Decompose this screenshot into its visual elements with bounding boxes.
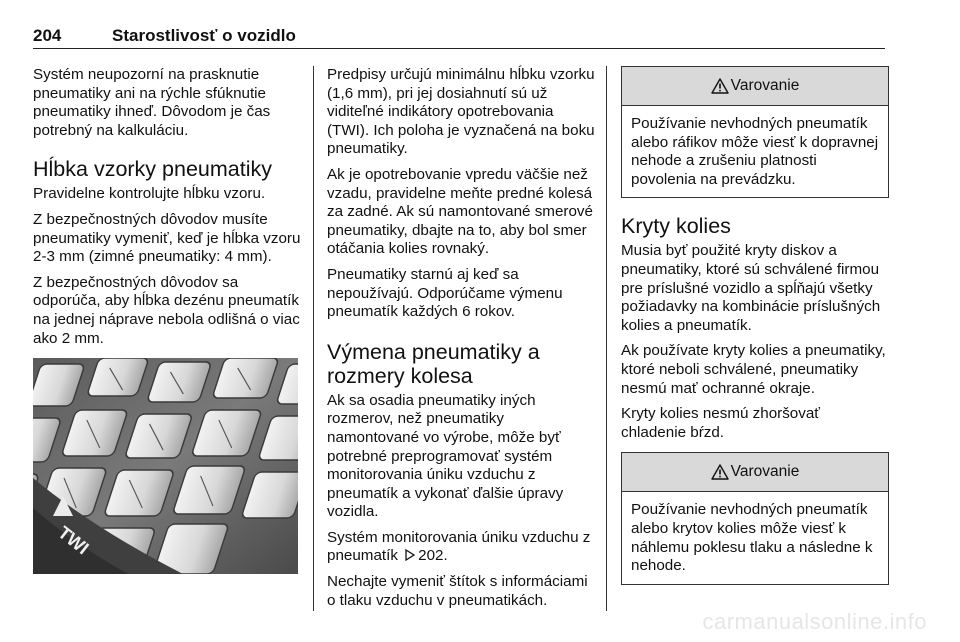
- page-number: 204: [33, 26, 62, 45]
- paragraph: Z bezpečnostných dôvodov musíte pneumatiky vymeniť, keď je hĺbka vzoru 2-3 mm (zimné pneumatiky: 4 mm).: [33, 210, 301, 266]
- warning-box: [621, 452, 889, 584]
- tire-tread-illustration: [33, 358, 298, 574]
- page-reference-link[interactable]: 202.: [418, 547, 448, 565]
- warning-header: [622, 67, 888, 106]
- paragraph: Z bezpečnostných dôvodov sa odporúča, aby hĺbka dezénu pneumatík na jednej náprave nebola odlišná o viac ako 2 mm.: [33, 273, 300, 347]
- column-divider: [313, 66, 314, 611]
- paragraph: Predpisy určujú minimálnu hĺbku vzorku (1,6 mm), pri jej dosiahnutí sú už viditeľné indikátory opotrebovania (TWI). Ich poloha je vyznačená na boku pneumatiky.: [327, 66, 595, 158]
- paragraph: Musia byť použité kryty diskov a pneumatiky, ktoré sú schválené firmou pre príslušné vozidlo a spĺňajú všetky požiadavky na kombinácie príslušných kolies a pneumatík.: [621, 242, 881, 334]
- paragraph: [327, 529, 597, 566]
- tire-tread-drawing: [33, 358, 298, 574]
- paragraph: Pneumatiky starnú aj keď sa nepoužívajú. Odporúčame výmenu pneumatík každých 6 rokov.: [327, 265, 563, 321]
- warning-title: Varovanie: [730, 463, 800, 481]
- warning-text: Používanie nevhodných pneumatík alebo ráfikov môže viesť k dopravnej nehode a zrušeniu platnosti povolenia na prevádzku.: [631, 115, 879, 188]
- paragraph: Nechajte vymeniť štítok s informáciami o tlaku vzduchu v pneumatikách.: [327, 573, 588, 609]
- paragraph: Kryty kolies nesmú zhoršovať chladenie bŕzd.: [621, 405, 820, 441]
- left-column: [33, 66, 303, 574]
- watermark: carmanualsonline.info: [702, 609, 927, 634]
- section-heading-wheel-covers: Kryty kolies: [621, 214, 731, 239]
- page-title: Starostlivosť o vozidlo: [112, 26, 296, 45]
- right-column: [621, 66, 889, 593]
- paragraph: Pravidelne kontrolujte hĺbku vzoru.: [33, 185, 266, 203]
- warning-header: [622, 453, 888, 492]
- warning-triangle-icon: [711, 464, 729, 480]
- warning-title: Varovanie: [730, 76, 800, 94]
- section-heading-tyre-change: Výmena pneumatiky a rozmery kolesa: [327, 339, 540, 388]
- paragraph: Ak sa osadia pneumatiky iných rozmerov, než pneumatiky namontované vo výrobe, môže byť potrebné preprogramovať systém monitorovania úniku vzduchu z pneumatík a vykonať ďalšie úpravy vozidla.: [327, 391, 564, 521]
- warning-body: [622, 106, 888, 197]
- paragraph: Ak používate kryty kolies a pneumatiky, ktoré neboli schválené, pneumatiky nesmú mať ochranné okraje.: [621, 342, 886, 397]
- warning-box: [621, 66, 889, 198]
- intro-paragraph: Systém neupozorní na prasknutie pneumatiky ani na rýchle sfúknutie pneumatiky ihneď. Dôvodom je čas potrebný na kalkuláciu.: [33, 66, 271, 139]
- page-reference-icon: [404, 549, 416, 561]
- warning-triangle-icon: [711, 78, 729, 94]
- warning-body: [622, 492, 888, 583]
- paragraph: Ak je opotrebovanie vpredu väčšie než vzadu, pravidelne meňte predné kolesá za zadné. Ak sú namontované smerové pneumatiky, dbajte na to, aby bol smer otáčania kolies rovnaký.: [327, 165, 593, 258]
- warning-text: Používanie nevhodných pneumatík alebo krytov kolies môže viesť k náhlemu poklesu tlaku a následne k nehode.: [631, 501, 873, 575]
- paragraph-text: Systém monitorovania úniku vzduchu z pneumatík: [327, 528, 591, 565]
- twi-label: TWI: [54, 522, 93, 559]
- page-header: [33, 26, 885, 49]
- section-heading-tread-depth: Hĺbka vzorky pneumatiky: [33, 157, 272, 182]
- column-divider: [606, 66, 607, 611]
- middle-column: [327, 66, 597, 617]
